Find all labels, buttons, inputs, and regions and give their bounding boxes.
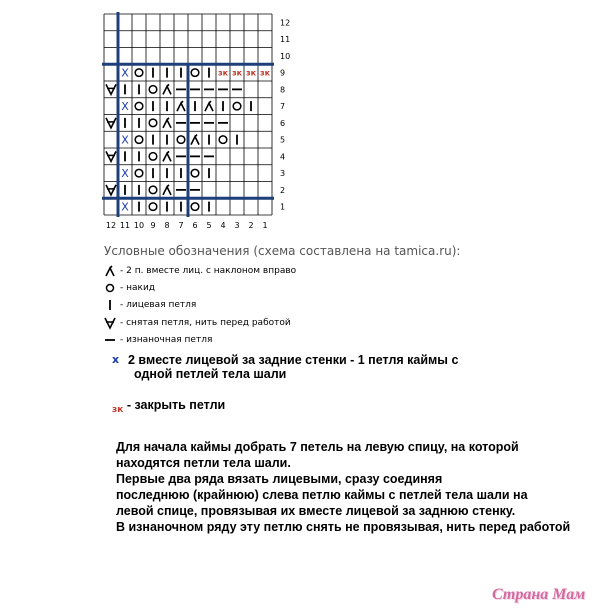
stitch-Y — [163, 84, 171, 94]
stitch-O — [135, 136, 143, 144]
stitch-O — [219, 136, 227, 144]
row-number: 8 — [280, 85, 286, 95]
instruction-line: Первые два ряда вязать лицевыми, сразу соединяя — [116, 472, 443, 486]
legend-text: - накид — [120, 283, 156, 293]
col-number: 1 — [262, 221, 268, 230]
instruction-line: находятся петли тела шали. — [116, 456, 291, 470]
stitch-зк — [246, 69, 257, 78]
stitch-зк — [260, 69, 271, 78]
legend-text: - лицевая петля — [120, 300, 197, 310]
row-number: 11 — [280, 35, 291, 45]
col-number: 12 — [105, 221, 117, 230]
legend-item-knit — [100, 298, 196, 312]
stitch-O — [149, 153, 157, 161]
row-number: 6 — [280, 118, 286, 128]
stitch-Y — [191, 135, 199, 145]
stitch-X — [121, 201, 129, 214]
stitch-Y — [163, 185, 171, 195]
stitch-X — [121, 134, 129, 147]
row-number: 1 — [280, 202, 286, 212]
stitch-O — [191, 169, 199, 177]
instructions — [116, 439, 570, 535]
slip-stitch-icon — [100, 316, 120, 330]
row-number: 5 — [280, 135, 286, 145]
svg-text:X: X — [121, 167, 129, 181]
col-number: 9 — [150, 221, 156, 230]
stitch-O — [177, 136, 185, 144]
col-number: 3 — [234, 221, 240, 230]
zk-symbol-note — [112, 398, 226, 415]
stitch-O — [135, 169, 143, 177]
purl-stitch-icon — [100, 333, 120, 347]
col-number: 7 — [178, 221, 184, 230]
stitch-O — [135, 102, 143, 110]
col-number: 2 — [248, 221, 254, 230]
stitch-зк — [218, 69, 229, 78]
stitch-X — [121, 100, 129, 113]
stitch-Y — [163, 151, 171, 161]
stitch-O — [191, 69, 199, 77]
col-number: 8 — [164, 221, 170, 230]
zk-symbol: зк — [112, 405, 124, 415]
legend-item-k2tog — [100, 264, 296, 278]
legend-item-purl — [100, 333, 212, 347]
instruction-line: левой спице, провязывая их вместе лицевой за заднюю стенку. — [116, 504, 516, 518]
svg-text:зк: зк — [245, 68, 257, 78]
stitch-O — [149, 86, 157, 94]
stitch-Y — [205, 101, 213, 111]
svg-text:X: X — [121, 200, 129, 214]
stitch-V — [106, 151, 116, 161]
yarn-over-icon — [100, 281, 120, 295]
stitch-зк — [232, 69, 243, 78]
svg-text:X: X — [121, 66, 129, 80]
stitch-O — [149, 203, 157, 211]
stitch-V — [106, 118, 116, 128]
stitch-Y — [163, 118, 171, 128]
x-note-line-2: одной петлей тела шали — [134, 367, 287, 381]
col-number: 6 — [192, 221, 198, 230]
legend-item-yo — [100, 281, 155, 295]
row-number: 4 — [280, 152, 286, 162]
legend-text: - снятая петля, нить перед работой — [120, 318, 291, 328]
knit-stitch-icon — [100, 298, 120, 312]
row-number: 7 — [280, 102, 286, 112]
col-number: 4 — [220, 221, 226, 230]
stitch-O — [191, 203, 199, 211]
instruction-line: Для начала каймы добрать 7 петель на левую спицу, на которой — [116, 440, 519, 454]
col-number: 10 — [133, 221, 145, 230]
legend-title: Условные обозначения (схема составлена на tamica.ru): — [104, 244, 461, 258]
knitting-chart — [0, 0, 598, 240]
x-note-line-1: 2 вместе лицевой за задние стенки - 1 петля каймы с — [128, 353, 459, 367]
k2tog-icon — [100, 264, 120, 278]
row-number: 12 — [280, 18, 291, 28]
col-number: 5 — [206, 221, 212, 230]
col-number: 11 — [119, 221, 131, 230]
row-number: 9 — [280, 68, 286, 78]
watermark-logo: Страна Мам — [492, 586, 586, 603]
svg-text:зк: зк — [217, 68, 229, 78]
legend-text: - изнаночная петля — [120, 335, 213, 345]
svg-text:X: X — [121, 100, 129, 114]
legend-text: - 2 п. вместе лиц. с наклоном вправо — [120, 266, 297, 276]
svg-text:зк: зк — [259, 68, 271, 78]
svg-text:зк: зк — [231, 68, 243, 78]
stitch-X — [121, 167, 129, 180]
x-symbol: x — [112, 353, 120, 366]
svg-text:X: X — [121, 133, 129, 147]
stitch-O — [233, 102, 241, 110]
stitch-V — [106, 84, 116, 94]
stitch-Y — [177, 101, 185, 111]
row-number: 3 — [280, 169, 286, 179]
stitch-O — [149, 186, 157, 194]
zk-note-text: - закрыть петли — [126, 398, 226, 412]
stitch-O — [135, 69, 143, 77]
stitch-V — [106, 185, 116, 195]
legend-item-slip — [100, 316, 291, 330]
instruction-line: последнюю (крайнюю) слева петлю каймы с петлей тела шали на — [116, 488, 528, 502]
row-number: 2 — [280, 185, 286, 195]
stitch-O — [149, 119, 157, 127]
row-number: 10 — [280, 51, 291, 61]
stitch-X — [121, 67, 129, 80]
instruction-line: В изнаночном ряду эту петлю снять не провязывая, нить перед работой — [116, 520, 571, 534]
